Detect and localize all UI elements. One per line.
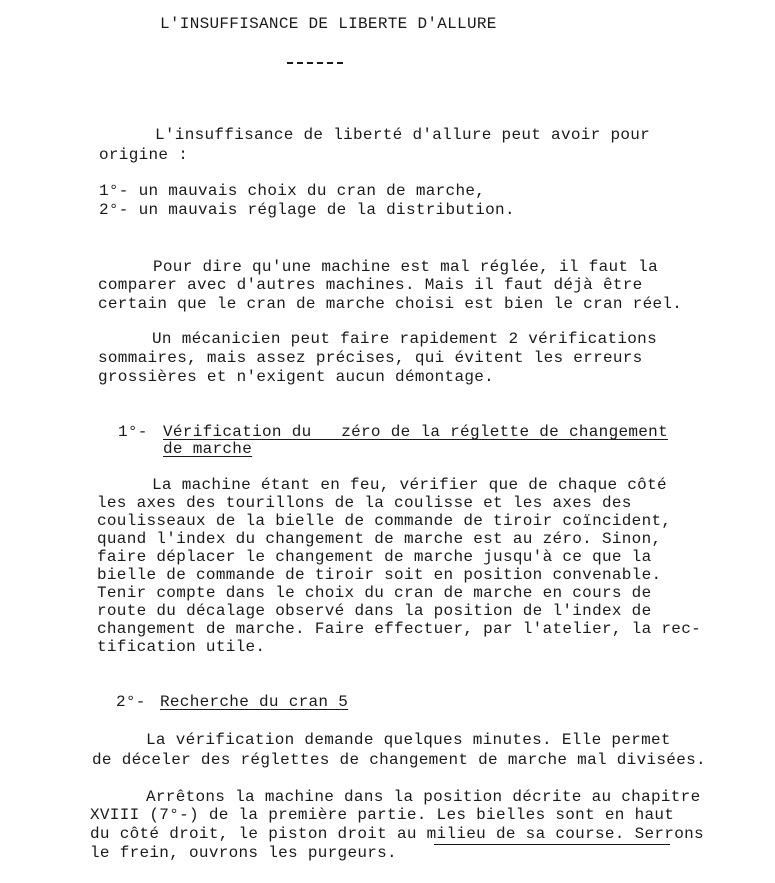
section2-body2-line-1: Arrêtons la machine dans la position décrite au chapitre [146,788,701,806]
section1-number: 1°- [118,423,148,441]
compare-line-1: Pour dire qu'une machine est mal réglée, il faut la [153,258,658,276]
section2-body2-line-3: du côté droit, le piston droit au milieu de sa course. Serrons [90,825,704,843]
section1-body-line-5: faire déplacer le changement de marche jusqu'à ce que la [97,548,652,566]
section1-body-line-4: quand l'index du changement de marche est au zéro. Sinon, [97,530,662,548]
page-title: L'INSUFFISANCE DE LIBERTE D'ALLURE [160,15,497,33]
section2-body1-line-1: La vérification demande quelques minutes. Elle permet [146,731,671,749]
section1-body-line-1: La machine étant en feu, vérifier que de chaque côté [152,476,667,494]
section1-body-line-8: route du décalage observé dans la position de l'index de [97,602,652,620]
cause-item-1: 1°- un mauvais choix du cran de marche, [99,182,486,200]
intro-line-2: origine : [99,146,189,164]
section1-body-line-6: bielle de commande de tiroir soit en position convenable. [97,566,662,584]
section1-body-line-2: les axes des tourillons de la coulisse et les axes des [97,494,632,512]
section1-body-line-9: changement de marche. Faire effectuer, par l'atelier, la rec- [97,620,701,638]
section2-heading: Recherche du cran 5 [160,693,349,711]
checks-line-1: Un mécanicien peut faire rapidement 2 vérifications [152,330,657,348]
section1-body-line-10: tification utile. [97,638,266,656]
section1-body-line-7: Tenir compte dans le choix du cran de marche en cours de [97,584,652,602]
section2-number: 2°- [116,693,146,711]
checks-line-2: sommaires, mais assez précises, qui évitent les erreurs [98,349,643,367]
section1-heading-line-1: Vérification du zéro de la réglette de changement [163,423,668,441]
section2-body2-line-4: le frein, ouvrons les purgeurs. [90,844,397,862]
compare-line-3: certain que le cran de marche choisi est bien le cran réel. [98,295,683,313]
title-divider [287,62,343,64]
emphasis-underline [434,844,670,845]
section2-body2-line-2: XVIII (7°-) de la première partie. Les bielles sont en haut [90,806,675,824]
checks-line-3: grossières et n'exigent aucun démontage. [98,368,495,386]
intro-line-1: L'insuffisance de liberté d'allure peut avoir pour [155,126,651,144]
section1-body-line-3: coulisseaux de la bielle de commande de tiroir coïncident, [97,512,672,530]
section1-heading-line-2: de marche [163,440,253,458]
compare-line-2: comparer avec d'autres machines. Mais il faut déjà être [98,276,643,294]
cause-item-2: 2°- un mauvais réglage de la distribution. [99,201,515,219]
section2-body1-line-2: de déceler des réglettes de changement de marche mal divisées. [92,751,706,769]
